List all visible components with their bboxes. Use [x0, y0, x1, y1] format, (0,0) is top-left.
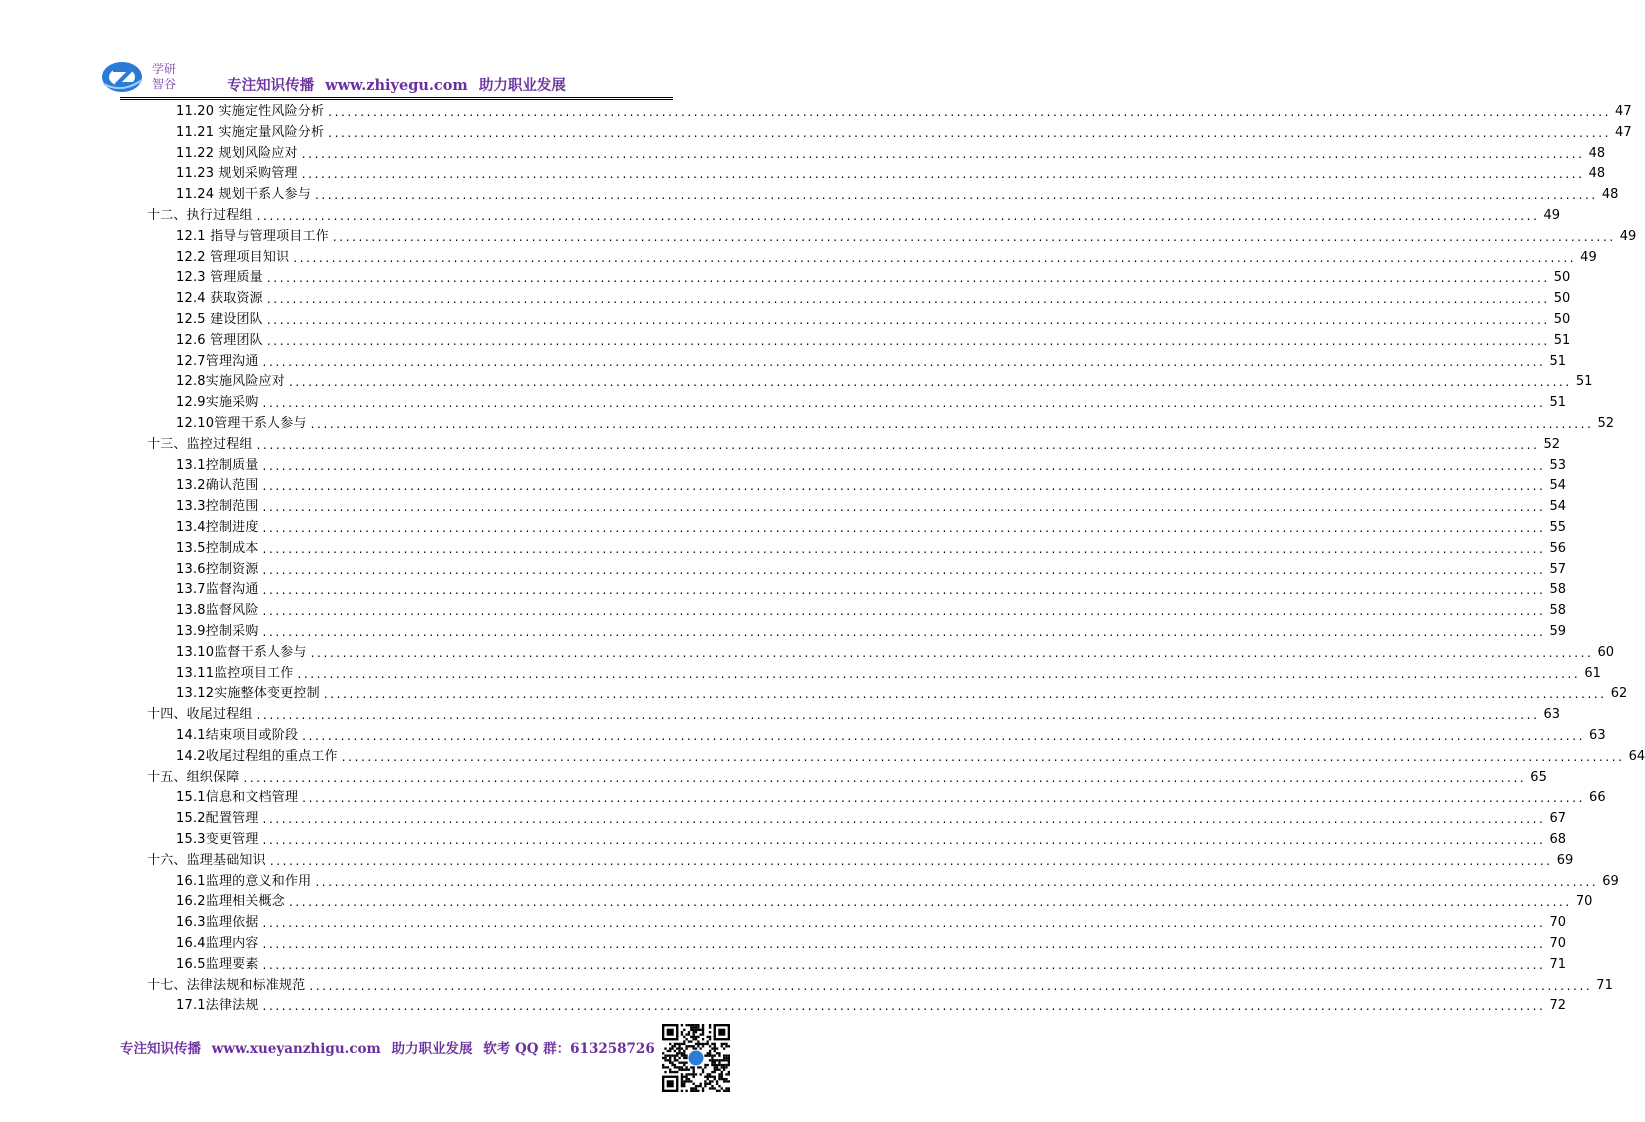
toc-leader-dots: ........................................................................................................................................................................................................ [288, 895, 1572, 910]
toc-entry-page-number: 71 [1549, 956, 1566, 972]
footer-slogan-left: 专注知识传播 [120, 1041, 201, 1057]
toc-entry-title: 14.2收尾过程组的重点工作 [176, 748, 338, 764]
toc-entry-title: 16.1监理的意义和作用 [176, 873, 312, 889]
toc-entry-title: 12.10管理干系人参与 [176, 416, 307, 431]
toc-entry-page-number: 52 [1597, 416, 1615, 431]
toc-entry-title: 15.1信息和文档管理 [176, 790, 299, 806]
toc-entry[interactable] [176, 142, 1606, 162]
page-footer [0, 1020, 793, 1100]
toc-entry-page-number: 56 [1549, 540, 1566, 556]
toc-entry[interactable] [176, 662, 1601, 682]
toc-leader-dots: ........................................................................................................................................................................................................ [256, 437, 1540, 452]
toc-leader-dots: ........................................................................................................................................................................................................ [302, 791, 1586, 806]
page-header [0, 0, 793, 100]
toc-leader-dots: ........................................................................................................................................................................................................ [269, 853, 1553, 868]
toc-entry-title: 12.5 建设团队 [176, 312, 263, 327]
toc-entry-title: 12.7管理沟通 [176, 353, 259, 369]
toc-entry[interactable] [176, 162, 1606, 182]
toc-leader-dots: ........................................................................................................................................................................................................ [262, 957, 1546, 972]
toc-entry-page-number: 63 [1543, 707, 1561, 723]
logo-text-line1: 学研 [152, 62, 177, 76]
toc-entry-page-number: 55 [1549, 520, 1566, 535]
toc-entry-page-number: 69 [1556, 852, 1574, 868]
toc-entry[interactable] [147, 766, 1547, 786]
toc-leader-dots: ........................................................................................................................................................................................................ [266, 333, 1550, 348]
toc-entry-title: 11.23 规划采购管理 [176, 166, 298, 182]
toc-leader-dots: ........................................................................................................................................................................................................ [310, 645, 1594, 660]
toc-leader-dots: ........................................................................................................................................................................................................ [262, 625, 1546, 639]
toc-entry-page-number: 51 [1549, 395, 1566, 411]
toc-entry-title: 16.5监理要素 [176, 956, 259, 972]
toc-entry-title: 12.8实施风险应对 [176, 374, 285, 390]
toc-entry-page-number: 70 [1575, 894, 1593, 910]
toc-entry-page-number: 51 [1575, 374, 1593, 390]
toc-entry-title: 16.4监理内容 [176, 936, 259, 951]
toc-leader-dots: ........................................................................................................................................................................................................ [262, 500, 1546, 515]
toc-entry[interactable] [176, 786, 1606, 806]
toc-entry-title: 13.10监督干系人参与 [176, 644, 307, 660]
footer-url-link[interactable]: www.xueyanzhigu.com [211, 1041, 381, 1057]
toc-leader-dots: ........................................................................................................................................................................................................ [332, 229, 1616, 244]
footer-qq-group: 软考 QQ 群：613258726 [483, 1041, 655, 1057]
toc-entry-page-number: 61 [1584, 665, 1601, 681]
toc-entry-title: 十二、执行过程组 [147, 208, 253, 223]
toc-leader-dots: ........................................................................................................................................................................................................ [262, 458, 1546, 473]
toc-entry-title: 11.21 实施定量风险分析 [176, 124, 325, 140]
toc-leader-dots: ........................................................................................................................................................................................................ [297, 666, 1581, 681]
footer-slogan-mid: 助力职业发展 [391, 1041, 473, 1057]
toc-entry[interactable] [176, 121, 1632, 141]
toc-entry[interactable] [176, 454, 1566, 474]
toc-leader-dots: ........................................................................................................................................................................................................ [301, 167, 1585, 182]
toc-entry-title: 11.24 规划干系人参与 [176, 187, 311, 203]
toc-entry[interactable] [176, 516, 1566, 536]
toc-leader-dots: ........................................................................................................................................................................................................ [262, 521, 1546, 535]
toc-entry[interactable] [176, 370, 1593, 390]
toc-entry[interactable] [176, 994, 1566, 1014]
toc-leader-dots: ........................................................................................................................................................................................................ [328, 125, 1612, 140]
toc-entry[interactable] [176, 724, 1606, 744]
toc-leader-dots: ........................................................................................................................................................................................................ [262, 396, 1546, 411]
toc-entry-page-number: 48 [1588, 166, 1606, 182]
toc-entry[interactable] [147, 703, 1561, 723]
toc-leader-dots: ........................................................................................................................................................................................................ [310, 417, 1594, 431]
toc-entry[interactable] [176, 287, 1571, 307]
toc-entry-title: 16.3监理依据 [176, 915, 259, 931]
toc-entry-title: 15.2配置管理 [176, 811, 259, 827]
toc-entry-title: 13.3控制范围 [176, 499, 259, 515]
toc-entry[interactable] [176, 412, 1615, 432]
toc-leader-dots: ........................................................................................................................................................................................................ [262, 999, 1546, 1014]
toc-entry-title: 13.7监督沟通 [176, 582, 259, 598]
toc-entry[interactable] [176, 599, 1566, 619]
toc-entry[interactable] [176, 682, 1628, 702]
toc-leader-dots: ........................................................................................................................................................................................................ [262, 541, 1546, 556]
toc-entry[interactable] [176, 246, 1597, 266]
toc-entry-title: 16.2监理相关概念 [176, 894, 285, 910]
toc-leader-dots: ........................................................................................................................................................................................................ [262, 583, 1546, 598]
toc-entry-page-number: 65 [1530, 769, 1547, 785]
toc-entry-title: 12.2 管理项目知识 [176, 249, 290, 265]
toc-leader-dots: ........................................................................................................................................................................................................ [266, 292, 1550, 307]
toc-entry-page-number: 52 [1543, 436, 1561, 452]
toc-entry-page-number: 54 [1549, 478, 1566, 494]
toc-entry-title: 15.3变更管理 [176, 832, 259, 847]
toc-leader-dots: ........................................................................................................................................................................................................ [302, 729, 1586, 743]
toc-entry-title: 13.8监督风险 [176, 603, 259, 619]
toc-entry[interactable] [176, 183, 1619, 203]
toc-leader-dots: ........................................................................................................................................................................................................ [262, 604, 1546, 619]
header-slogan-left: 专注知识传播 [227, 77, 315, 94]
toc-entry-title: 11.20 实施定性风险分析 [176, 104, 325, 119]
toc-leader-dots: ........................................................................................................................................................................................................ [315, 874, 1599, 889]
toc-leader-dots: ........................................................................................................................................................................................................ [262, 937, 1546, 951]
toc-entry-title: 17.1法律法规 [176, 998, 259, 1014]
toc-entry-page-number: 60 [1597, 644, 1615, 660]
toc-entry[interactable] [176, 100, 1632, 120]
toc-entry-page-number: 71 [1596, 977, 1613, 993]
toc-leader-dots: ........................................................................................................................................................................................................ [262, 479, 1546, 494]
toc-leader-dots: ........................................................................................................................................................................................................ [293, 250, 1577, 265]
toc-entry[interactable] [176, 308, 1571, 328]
toc-entry-page-number: 62 [1610, 686, 1628, 702]
toc-leader-dots: ........................................................................................................................................................................................................ [341, 749, 1625, 764]
toc-entry-title: 13.2确认范围 [176, 478, 259, 494]
toc-entry-title: 十三、监控过程组 [147, 436, 253, 452]
toc-entry[interactable] [176, 641, 1615, 661]
toc-leader-dots: ........................................................................................................................................................................................................ [309, 978, 1593, 993]
toc-entry-title: 13.5控制成本 [176, 540, 259, 556]
toc-entry[interactable] [176, 350, 1566, 370]
toc-entry[interactable] [176, 745, 1645, 765]
toc-entry-page-number: 50 [1553, 291, 1571, 307]
toc-entry[interactable] [176, 329, 1571, 349]
toc-entry-page-number: 72 [1549, 998, 1566, 1014]
toc-entry-page-number: 53 [1549, 457, 1566, 473]
toc-entry-title: 13.1控制质量 [176, 457, 259, 473]
toc-entry[interactable] [176, 953, 1566, 973]
toc-leader-dots: ........................................................................................................................................................................................................ [266, 271, 1550, 286]
toc-leader-dots: ........................................................................................................................................................................................................ [301, 146, 1585, 161]
toc-entry-page-number: 68 [1549, 832, 1566, 847]
qr-code-icon [662, 1024, 730, 1092]
toc-leader-dots: ........................................................................................................................................................................................................ [262, 354, 1546, 369]
toc-entry-title: 14.1结束项目或阶段 [176, 728, 299, 743]
toc-entry-title: 12.3 管理质量 [176, 270, 263, 286]
toc-entry[interactable] [147, 849, 1574, 869]
header-url-link[interactable]: www.zhiyegu.com [325, 77, 468, 94]
toc-entry[interactable] [176, 932, 1566, 952]
toc-entry-title: 13.6控制资源 [176, 561, 259, 577]
header-divider [120, 97, 673, 98]
toc-leader-dots: ........................................................................................................................................................................................................ [262, 812, 1546, 827]
toc-entry-title: 13.11监控项目工作 [176, 665, 294, 681]
toc-entry-page-number: 51 [1553, 332, 1571, 348]
toc-leader-dots: ........................................................................................................................................................................................................ [266, 313, 1550, 327]
toc-leader-dots: ........................................................................................................................................................................................................ [256, 209, 1540, 223]
toc-entry-title: 12.6 管理团队 [176, 332, 263, 348]
toc-leader-dots: ........................................................................................................................................................................................................ [262, 562, 1546, 577]
toc-entry-page-number: 69 [1602, 873, 1619, 889]
toc-entry-page-number: 66 [1589, 790, 1606, 806]
toc-entry-page-number: 47 [1615, 104, 1632, 119]
toc-entry-title: 12.1 指导与管理项目工作 [176, 228, 329, 244]
toc-entry-title: 十五、组织保障 [147, 769, 240, 785]
toc-entry[interactable] [176, 391, 1566, 411]
logo-text-line2: 智谷 [152, 77, 177, 91]
toc-entry-title: 13.9控制采购 [176, 624, 259, 639]
toc-entry-title: 十七、法律法规和标准规范 [147, 977, 306, 993]
toc-entry-title: 13.12实施整体变更控制 [176, 686, 320, 702]
toc-entry-page-number: 70 [1549, 915, 1566, 931]
toc-entry-page-number: 57 [1549, 561, 1566, 577]
toc-entry-title: 13.4控制进度 [176, 520, 259, 535]
toc-entry[interactable] [147, 974, 1613, 994]
toc-entry[interactable] [176, 266, 1571, 286]
toc-entry-page-number: 58 [1549, 603, 1566, 619]
toc-entry-page-number: 48 [1588, 145, 1606, 161]
toc-entry-title: 十四、收尾过程组 [147, 707, 253, 723]
toc-leader-dots: ........................................................................................................................................................................................................ [256, 708, 1540, 723]
toc-entry[interactable] [176, 474, 1566, 494]
toc-leader-dots: ........................................................................................................................................................................................................ [323, 687, 1607, 702]
toc-entry[interactable] [176, 807, 1566, 827]
toc-entry-title: 11.22 规划风险应对 [176, 145, 298, 161]
toc-entry-page-number: 70 [1549, 936, 1566, 951]
toc-entry-page-number: 48 [1601, 187, 1619, 203]
toc-leader-dots: ........................................................................................................................................................................................................ [262, 916, 1546, 931]
toc-entry[interactable] [176, 620, 1566, 640]
toc-entry[interactable] [147, 204, 1561, 224]
toc-entry-page-number: 49 [1619, 228, 1637, 244]
toc-entry[interactable] [176, 870, 1619, 890]
toc-entry-page-number: 51 [1549, 353, 1566, 369]
footer-slogan [120, 1037, 661, 1057]
toc-entry[interactable] [176, 828, 1566, 848]
toc-entry-page-number: 54 [1549, 499, 1566, 515]
toc-leader-dots: ........................................................................................................................................................................................................ [262, 833, 1546, 847]
toc-entry-page-number: 63 [1589, 728, 1606, 743]
toc-entry[interactable] [176, 911, 1566, 931]
toc-entry-page-number: 50 [1553, 312, 1571, 327]
toc-leader-dots: ........................................................................................................................................................................................................ [243, 770, 1527, 785]
toc-entry[interactable] [176, 537, 1566, 557]
toc-entry[interactable] [176, 495, 1566, 515]
toc-entry[interactable] [176, 578, 1566, 598]
toc-entry-page-number: 49 [1580, 249, 1597, 265]
toc-entry[interactable] [176, 225, 1637, 245]
toc-entry-title: 12.4 获取资源 [176, 291, 263, 307]
toc-entry-page-number: 47 [1615, 124, 1632, 140]
toc-leader-dots: ........................................................................................................................................................................................................ [314, 188, 1598, 203]
toc-leader-dots: ........................................................................................................................................................................................................ [328, 105, 1612, 119]
toc-entry-title: 12.9实施采购 [176, 395, 259, 411]
toc-entry-page-number: 64 [1628, 748, 1645, 764]
toc-entry[interactable] [176, 890, 1593, 910]
toc-entry-page-number: 59 [1549, 624, 1566, 639]
header-slogan [0, 74, 793, 95]
toc-entry-page-number: 58 [1549, 582, 1566, 598]
toc-entry-title: 十六、监理基础知识 [147, 852, 266, 868]
header-slogan-right: 助力职业发展 [478, 77, 566, 94]
toc-entry[interactable] [147, 433, 1561, 453]
toc-leader-dots: ........................................................................................................................................................................................................ [288, 375, 1572, 390]
toc-entry-page-number: 49 [1543, 208, 1561, 223]
toc-entry-page-number: 50 [1553, 270, 1571, 286]
toc-entry[interactable] [176, 558, 1566, 578]
toc-entry-page-number: 67 [1549, 811, 1566, 827]
